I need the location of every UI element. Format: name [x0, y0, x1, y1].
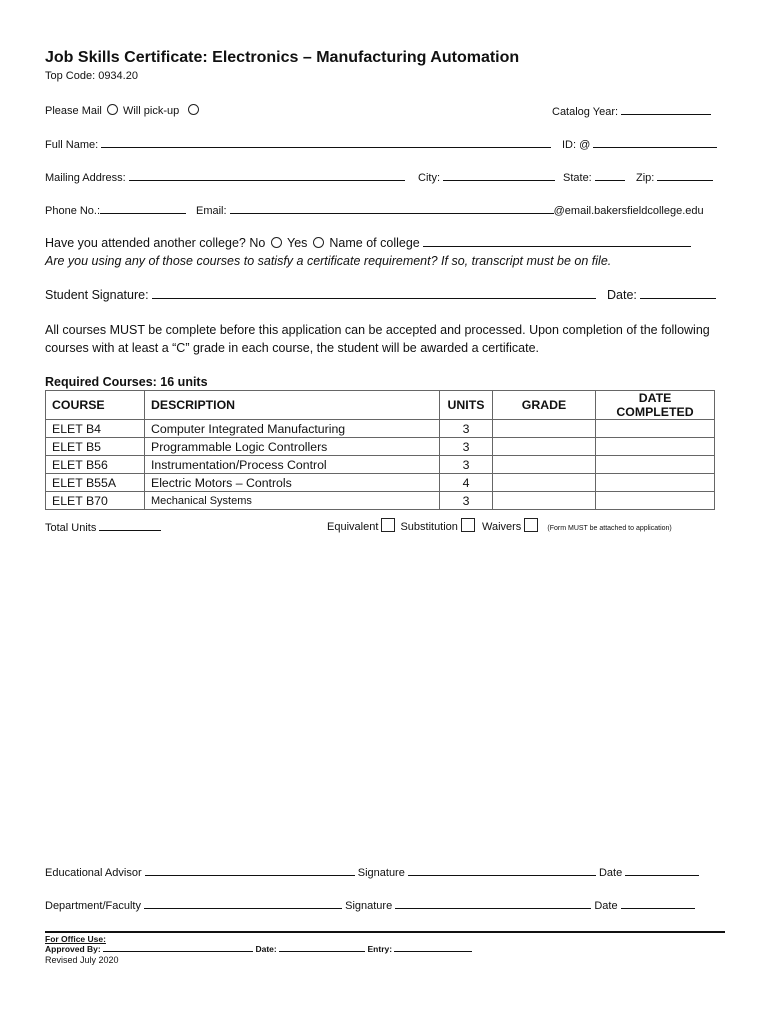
catalog-year-label: Catalog Year: — [552, 106, 619, 118]
course-date-cell[interactable] — [596, 420, 715, 438]
department-signature-label: Signature — [345, 900, 393, 912]
col-date-completed: DATE COMPLETED — [596, 391, 715, 420]
phone-label: Phone No.: — [45, 205, 101, 217]
course-description: Instrumentation/Process Control — [145, 456, 440, 474]
course-code: ELET B55A — [46, 474, 145, 492]
catalog-year-field[interactable] — [621, 104, 711, 115]
course-units: 3 — [440, 492, 493, 510]
student-signature-row — [45, 288, 596, 302]
advisor-row — [45, 865, 699, 879]
total-units-label: Total Units — [45, 522, 97, 534]
substitution-checkbox[interactable] — [461, 518, 475, 532]
student-date-label: Date: — [607, 288, 637, 302]
college-name-label: Name of college — [329, 236, 420, 250]
college-name-field[interactable] — [423, 236, 691, 247]
top-code: Top Code: 0934.20 — [45, 70, 138, 82]
course-description: Electric Motors – Controls — [145, 474, 440, 492]
waivers-note: (Form MUST be attached to application) — [547, 525, 672, 532]
substitution-label: Substitution — [400, 521, 458, 533]
course-description: Mechanical Systems — [145, 492, 440, 510]
credit-options-row — [327, 518, 672, 533]
student-signature-field[interactable] — [152, 288, 596, 299]
transcript-note: Are you using any of those courses to satisfy a certificate requirement? If so, transcript must be on file. — [45, 254, 612, 268]
city-label: City: — [418, 172, 440, 184]
advisor-date-label: Date — [598, 867, 623, 879]
phone-row — [45, 203, 186, 217]
office-date-label: Date: — [255, 944, 277, 954]
total-units-row — [45, 520, 161, 534]
table-row — [46, 456, 715, 474]
catalog-year-row — [552, 104, 711, 118]
courses-table — [45, 390, 715, 510]
college-yes-label: Yes — [287, 236, 308, 250]
student-date-field[interactable] — [640, 288, 716, 299]
col-grade: GRADE — [493, 391, 596, 420]
col-units: UNITS — [440, 391, 493, 420]
zip-label: Zip: — [636, 172, 655, 184]
mailing-address-row — [45, 170, 405, 184]
course-grade-cell[interactable] — [493, 492, 596, 510]
course-date-cell[interactable] — [596, 474, 715, 492]
page-title: Job Skills Certificate: Electronics – Manufacturing Automation — [45, 49, 520, 66]
phone-field[interactable] — [100, 203, 186, 214]
advisor-label: Educational Advisor — [45, 867, 142, 879]
office-row — [45, 944, 472, 954]
zip-row — [636, 170, 713, 184]
required-courses-heading: Required Courses: 16 units — [45, 375, 208, 389]
college-row — [45, 236, 691, 250]
department-date-label: Date — [594, 900, 618, 912]
full-name-label: Full Name: — [45, 139, 99, 151]
advisor-signature-field[interactable] — [408, 865, 596, 876]
id-field[interactable] — [593, 137, 717, 148]
id-row — [562, 137, 717, 151]
course-code: ELET B5 — [46, 438, 145, 456]
advisor-signature-label: Signature — [357, 867, 405, 879]
zip-field[interactable] — [657, 170, 713, 181]
course-units: 3 — [440, 420, 493, 438]
table-row — [46, 474, 715, 492]
please-mail-label: Please Mail — [45, 105, 102, 117]
mailing-address-label: Mailing Address: — [45, 172, 126, 184]
email-field[interactable] — [230, 203, 554, 214]
student-date-row — [607, 288, 716, 302]
office-divider — [45, 931, 725, 933]
course-code: ELET B70 — [46, 492, 145, 510]
college-yes-radio[interactable] — [313, 237, 324, 248]
college-no-radio[interactable] — [271, 237, 282, 248]
course-grade-cell[interactable] — [493, 456, 596, 474]
department-label: Department/Faculty — [45, 900, 141, 912]
course-units: 4 — [440, 474, 493, 492]
advisor-field[interactable] — [145, 865, 355, 876]
city-field[interactable] — [443, 170, 555, 181]
state-row — [563, 170, 625, 184]
equivalent-checkbox[interactable] — [381, 518, 395, 532]
instructions-line-2: courses with at least a “C” grade in each course, the student will be awarded a certificate. — [45, 341, 540, 355]
state-field[interactable] — [595, 170, 625, 181]
department-row — [45, 898, 695, 912]
course-date-cell[interactable] — [596, 492, 715, 510]
delivery-row — [45, 104, 201, 117]
approved-by-field[interactable] — [103, 944, 253, 952]
department-field[interactable] — [144, 898, 342, 909]
entry-label: Entry: — [367, 944, 393, 954]
course-code: ELET B4 — [46, 420, 145, 438]
email-row — [196, 203, 704, 217]
college-question: Have you attended another college? No — [45, 236, 266, 250]
course-grade-cell[interactable] — [493, 474, 596, 492]
waivers-checkbox[interactable] — [524, 518, 538, 532]
office-date-field[interactable] — [279, 944, 365, 952]
full-name-field[interactable] — [101, 137, 551, 148]
state-label: State: — [563, 172, 592, 184]
student-signature-label: Student Signature: — [45, 288, 149, 302]
id-label: ID: @ — [562, 139, 591, 151]
email-label: Email: — [196, 205, 227, 217]
total-units-field[interactable] — [99, 520, 161, 531]
revised-date: Revised July 2020 — [45, 955, 119, 965]
city-row — [418, 170, 555, 184]
course-units: 3 — [440, 456, 493, 474]
please-mail-radio[interactable] — [107, 104, 118, 115]
col-course: COURSE — [46, 391, 145, 420]
department-signature-field[interactable] — [395, 898, 591, 909]
approved-by-label: Approved By: — [45, 944, 101, 954]
mailing-address-field[interactable] — [129, 170, 405, 181]
course-code: ELET B56 — [46, 456, 145, 474]
course-grade-cell[interactable] — [493, 438, 596, 456]
department-date-field[interactable] — [621, 898, 695, 909]
will-pickup-radio[interactable] — [188, 104, 199, 115]
course-grade-cell[interactable] — [493, 420, 596, 438]
table-row — [46, 438, 715, 456]
course-description: Programmable Logic Controllers — [145, 438, 440, 456]
equivalent-label: Equivalent — [327, 521, 379, 533]
waivers-label: Waivers — [481, 521, 522, 533]
table-row — [46, 492, 715, 510]
email-domain: @email.bakersfieldcollege.edu — [553, 205, 704, 217]
course-date-cell[interactable] — [596, 438, 715, 456]
course-description: Computer Integrated Manufacturing — [145, 420, 440, 438]
table-row — [46, 420, 715, 438]
instructions-line-1: All courses MUST be complete before this application can be accepted and processed. Upon completion of the following — [45, 323, 710, 337]
col-description: DESCRIPTION — [145, 391, 440, 420]
full-name-row — [45, 137, 551, 151]
office-heading: For Office Use: — [45, 934, 106, 944]
course-units: 3 — [440, 438, 493, 456]
course-date-cell[interactable] — [596, 456, 715, 474]
advisor-date-field[interactable] — [625, 865, 699, 876]
entry-field[interactable] — [394, 944, 472, 952]
will-pickup-label: Will pick-up — [122, 105, 180, 117]
table-header-row — [46, 391, 715, 420]
